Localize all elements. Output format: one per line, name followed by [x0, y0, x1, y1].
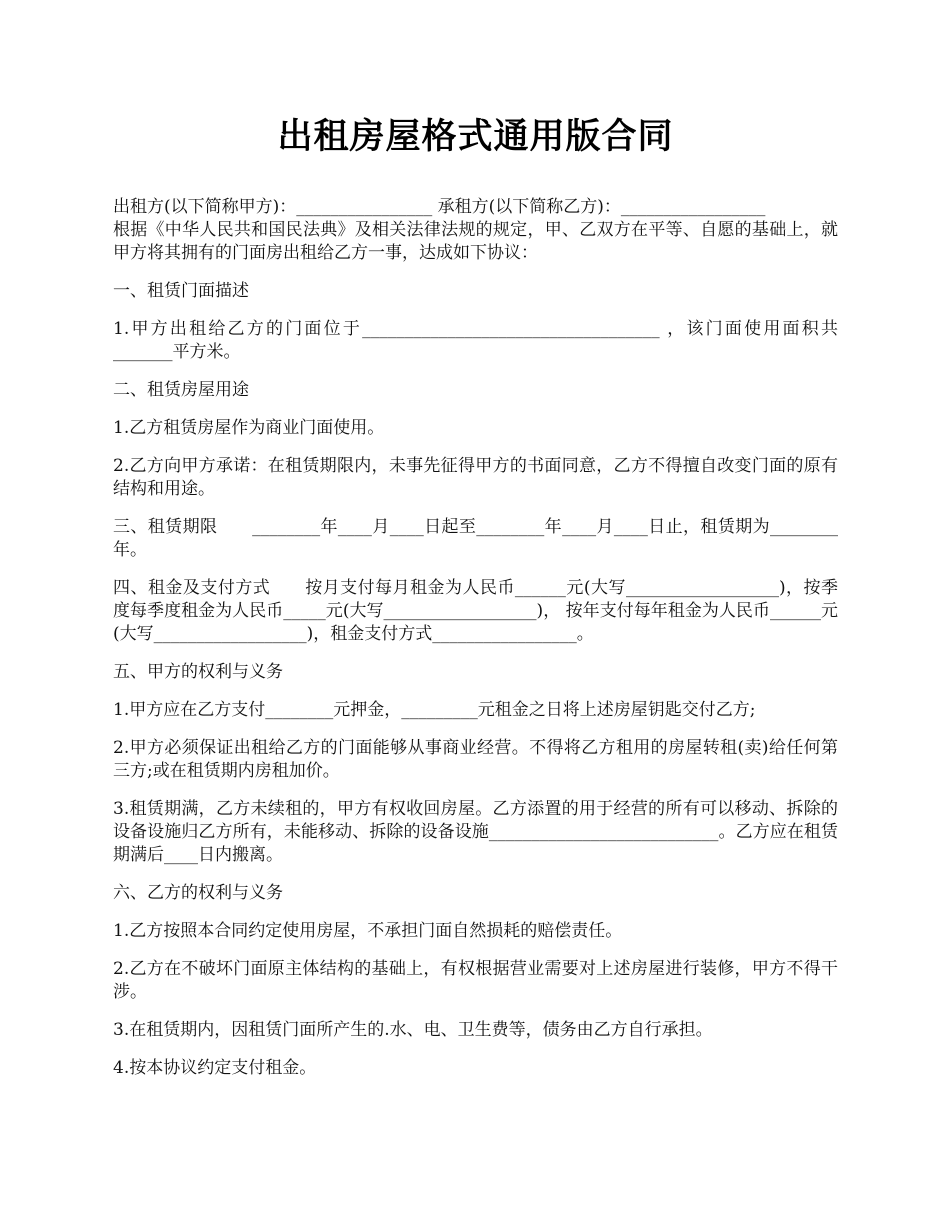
- clause-text: 2.甲方必须保证出租给乙方的门面能够从事商业经营。不得将乙方租用的房屋转租(卖)给任何第三方;或在租赁期内房租加价。: [113, 738, 838, 781]
- clause-paragraph: [113, 958, 838, 1004]
- clause-text: 1.甲方出租给乙方的门面位于___________________________________ ，该门面使用面积共_______平方米。: [113, 319, 838, 362]
- clause-text: 3.租赁期满，乙方未续租的，甲方有权收回房屋。乙方添置的用于经营的所有可以移动、拆除的设备设施归乙方所有，未能移动、拆除的设备设施___________________________。乙方应在租赁期满后____日内搬离。: [113, 799, 838, 865]
- section-heading-5: [113, 661, 838, 684]
- clause-paragraph: [113, 318, 838, 364]
- clause-paragraph: [113, 920, 838, 943]
- clause-text: 1.乙方按照本合同约定使用房屋，不承担门面自然损耗的赔偿责任。: [113, 921, 623, 941]
- section-heading-6: [113, 882, 838, 905]
- lease-term-text: 三、租赁期限 ________年____月____日起至________年____月____日止，租赁期为________年。: [113, 517, 838, 560]
- clause-paragraph: [113, 699, 838, 722]
- clause-text: 3.在租赁期内，因租赁门面所产生的.水、电、卫生费等，债务由乙方自行承担。: [113, 1020, 713, 1040]
- section-heading-text: 六、乙方的权利与义务: [113, 883, 283, 903]
- section-heading-text: 一、租赁门面描述: [113, 281, 249, 301]
- clause-text: 2.乙方在不破坏门面原主体结构的基础上，有权根据营业需要对上述房屋进行装修，甲方不得干涉。: [113, 959, 838, 1002]
- preamble-text: 根据《中华人民共和国民法典》及相关法律法规的规定，甲、乙双方在平等、自愿的基础上，就甲方将其拥有的门面房出租给乙方一事，达成如下协议：: [113, 220, 838, 263]
- section-heading-3: [113, 516, 838, 562]
- clause-text: 1.甲方应在乙方支付________元押金，_________元租金之日将上述房屋钥匙交付乙方;: [113, 700, 756, 720]
- clause-paragraph: [113, 455, 838, 501]
- section-heading-1: [113, 280, 838, 303]
- section-heading-2: [113, 379, 838, 402]
- clause-paragraph: [113, 1019, 838, 1042]
- parties-text: 出租方(以下简称甲方)：________________ 承租方(以下简称乙方)：_________________: [113, 197, 766, 217]
- section-heading-text: 二、租赁房屋用途: [113, 380, 249, 400]
- clause-text: 4.按本协议约定支付租金。: [113, 1058, 317, 1078]
- clause-text: 1.乙方租赁房屋作为商业门面使用。: [113, 418, 385, 438]
- clause-paragraph: [113, 417, 838, 440]
- clause-paragraph: [113, 798, 838, 867]
- section-heading-text: 五、甲方的权利与义务: [113, 662, 283, 682]
- clause-paragraph: [113, 737, 838, 783]
- parties-line: [113, 196, 838, 219]
- document-title: 出租房屋格式通用版合同: [277, 116, 674, 157]
- rent-payment-text: 四、租金及支付方式 按月支付每月租金为人民币______元(大写__________________)，按季度每季度租金为人民币_____元(大写__________________)， 按年支付每年租金为人民币______元(大写__________________)，租金支付方式_________________。: [113, 578, 838, 644]
- preamble-paragraph: [113, 219, 838, 265]
- clause-text: 2.乙方向甲方承诺：在租赁期限内，未事先征得甲方的书面同意，乙方不得擅自改变门面的原有结构和用途。: [113, 456, 838, 499]
- clause-paragraph: [113, 1057, 838, 1080]
- section-heading-4: [113, 577, 838, 646]
